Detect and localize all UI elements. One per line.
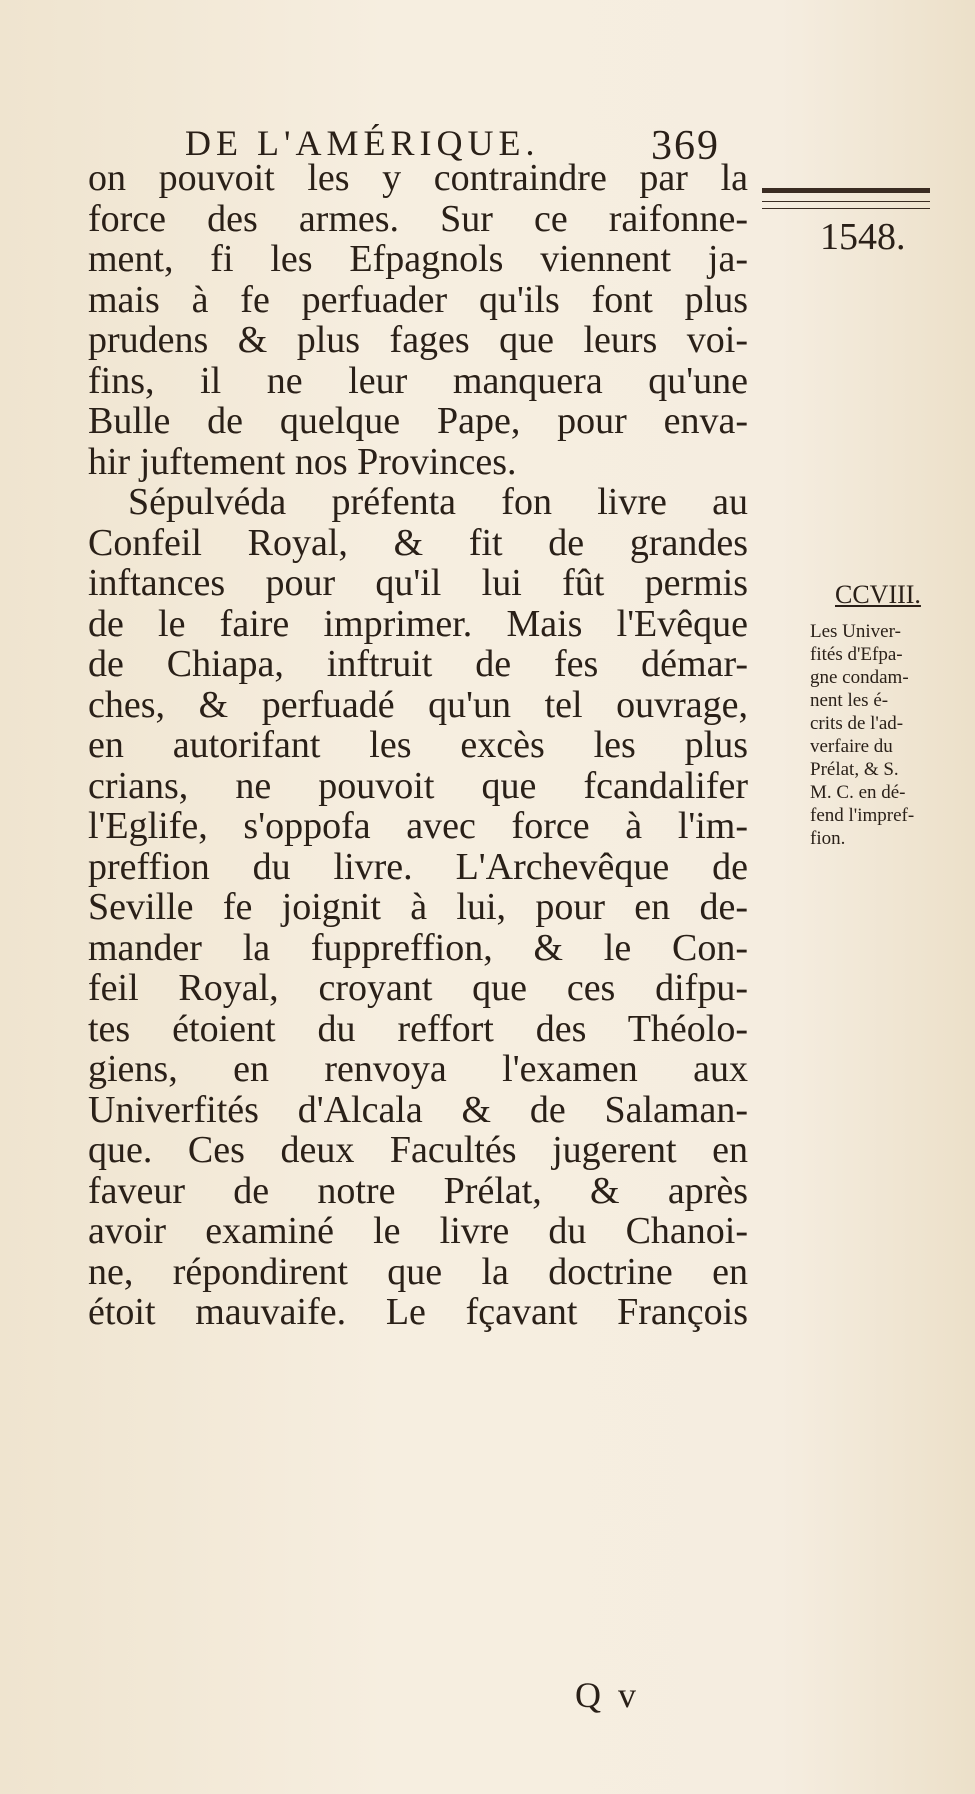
text-line: mander la fuppreffion, & le Con- bbox=[88, 926, 748, 969]
body-text bbox=[88, 158, 748, 1333]
text-line: tes étoient du reffort des Théolo- bbox=[88, 1007, 748, 1050]
margin-note-line: verfaire du bbox=[810, 736, 893, 757]
text-line: de Chiapa, inftruit de fes démar- bbox=[88, 643, 748, 685]
catchword: Q v bbox=[575, 1675, 640, 1715]
running-title: DE L'AMÉRIQUE. bbox=[185, 123, 540, 163]
margin-note-line: crits de l'ad- bbox=[810, 713, 904, 734]
margin-note bbox=[810, 620, 930, 850]
margin-note-line: Les Univer- bbox=[810, 621, 901, 642]
text-line: mais à fe perfuader qu'ils font plus bbox=[88, 278, 748, 321]
text-line: ment, fi les Efpagnols viennent ja- bbox=[88, 238, 748, 280]
text-line: Bulle de quelque Pape, pour enva- bbox=[88, 400, 748, 442]
text-line: Seville fe joignit à lui, pour en de- bbox=[88, 886, 748, 928]
text-line: on pouvoit les y contraindre par la bbox=[88, 157, 748, 199]
margin-ornament-rule bbox=[762, 188, 930, 202]
text-line: l'Eglife, s'oppofa avec force à l'im- bbox=[88, 805, 748, 847]
text-line: faveur de notre Prélat, & après bbox=[88, 1169, 748, 1212]
margin-note-line: Prélat, & S. bbox=[810, 759, 899, 780]
text-line: avoir examiné le livre du Chanoi- bbox=[88, 1210, 748, 1252]
text-line: giens, en renvoya l'examen aux bbox=[88, 1048, 748, 1090]
text-line: Sépulvéda préfenta fon livre au bbox=[128, 481, 748, 523]
margin-year: 1548. bbox=[820, 216, 906, 258]
margin-note-line: gne condam- bbox=[810, 667, 909, 688]
margin-thin-rule bbox=[762, 208, 930, 209]
text-line: de le faire imprimer. Mais l'Evêque bbox=[88, 602, 748, 645]
margin-note-line: fion. bbox=[810, 828, 846, 849]
margin-note-line: M. C. en dé- bbox=[810, 782, 906, 803]
text-line: ches, & perfuadé qu'un tel ouvrage, bbox=[88, 683, 748, 726]
text-line: prudens & plus fages que leurs voi- bbox=[88, 319, 748, 361]
page-number: 369 bbox=[651, 123, 720, 169]
text-line: Confeil Royal, & fit de grandes bbox=[88, 521, 748, 564]
text-line: étoit mauvaife. Le fçavant François bbox=[88, 1291, 748, 1333]
margin-note-line: nent les é- bbox=[810, 690, 889, 711]
text-line: feil Royal, croyant que ces difpu- bbox=[88, 967, 748, 1009]
text-line: fins, il ne leur manquera qu'une bbox=[88, 359, 748, 402]
text-line: que. Ces deux Facultés jugerent en bbox=[88, 1129, 748, 1171]
text-line: Univerfités d'Alcala & de Salaman- bbox=[88, 1088, 748, 1131]
margin-note-line: fités d'Efpa- bbox=[810, 644, 903, 665]
text-line: crians, ne pouvoit que fcandalifer bbox=[88, 764, 748, 807]
text-line: force des armes. Sur ce raifonne- bbox=[88, 197, 748, 240]
text-line: preffion du livre. L'Archevêque de bbox=[88, 845, 748, 888]
text-line: en autorifant les excès les plus bbox=[88, 724, 748, 766]
margin-section-number: CCVIII. bbox=[835, 580, 921, 609]
text-line: ne, répondirent que la doctrine en bbox=[88, 1250, 748, 1293]
margin-note-line: fend l'impref- bbox=[810, 805, 915, 826]
text-line: hir juftement nos Provinces. bbox=[88, 440, 517, 483]
text-line: inftances pour qu'il lui fût permis bbox=[88, 562, 748, 604]
